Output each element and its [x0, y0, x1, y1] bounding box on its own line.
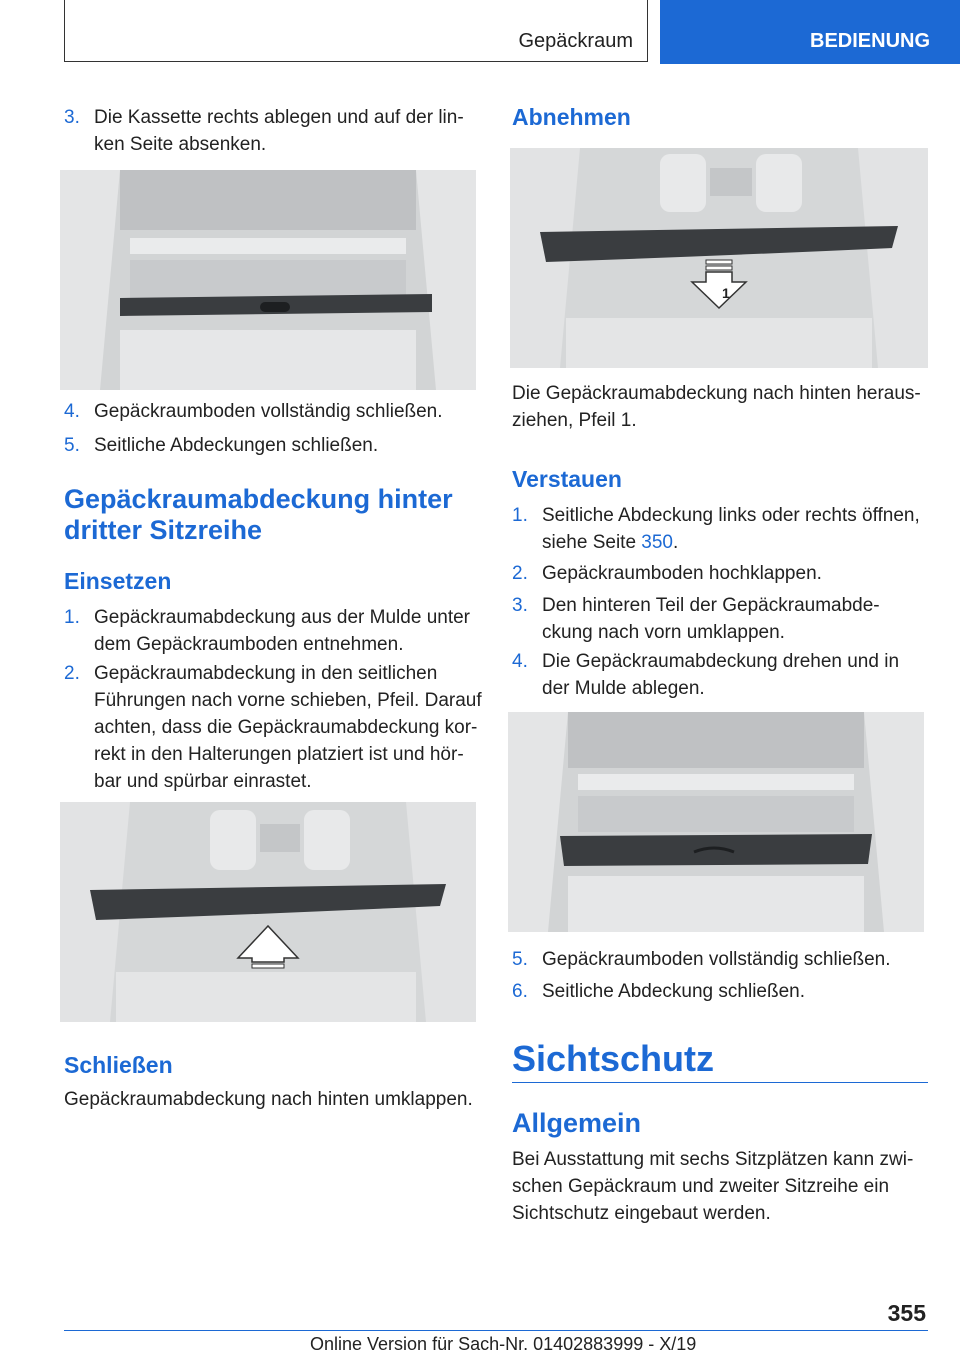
chapter-tab-label: BEDIENUNG — [810, 30, 931, 52]
step-text: Die Kassette rechts ablegen und auf der lin-ken Seite absenken. — [94, 107, 464, 155]
step-text — [512, 502, 930, 556]
step-number: 3. — [64, 107, 80, 128]
illustration-cover-remove — [510, 148, 928, 368]
step-number: 5. — [512, 949, 528, 970]
paragraph: Die Gepäckraumabdeckung nach hinten heraus-ziehen, Pfeil 1. — [512, 383, 921, 431]
subheading-allgemein: Allgemein — [512, 1108, 642, 1138]
header-section-box — [64, 0, 648, 62]
step-text: Die Gepäckraumabdeckung drehen und in der Mulde ablegen. — [542, 651, 900, 699]
paragraph: Gepäckraumabdeckung nach hinten umklappen. — [64, 1089, 473, 1110]
arrow-label: 1 — [722, 285, 730, 301]
step-text: Gepäckraumboden hochklappen. — [542, 563, 822, 584]
step-item — [512, 978, 930, 1005]
step-item — [512, 648, 930, 702]
step-number: 4. — [64, 401, 80, 422]
step-number: 4. — [512, 651, 528, 672]
step-text: Seitliche Abdeckung schließen. — [542, 981, 805, 1002]
illustration-cover-insert — [60, 802, 476, 1022]
section-heading-line: Gepäckraumabdeckung hinter — [64, 484, 453, 514]
chapter-heading-sichtschutz: Sichtschutz — [512, 1038, 715, 1079]
footer-rule — [64, 1330, 928, 1331]
footer-text: Online Version für Sach-Nr. 01402883999 - X/19 — [310, 1334, 697, 1354]
step-item — [512, 946, 930, 973]
section-heading — [64, 484, 478, 546]
step-number: 5. — [64, 435, 80, 456]
heading-rule — [512, 1082, 928, 1083]
paragraph: Bei Ausstattung mit sechs Sitzplätzen kann zwi-schen Gepäckraum und zweiter Sitzreihe ein Sichtschutz eingebaut werden. — [512, 1149, 914, 1224]
step-item — [64, 432, 478, 459]
step-text-end: . — [673, 532, 679, 553]
subheading-einsetzen: Einsetzen — [64, 568, 172, 594]
step-text: Seitliche Abdeckungen schließen. — [94, 435, 379, 456]
subheading-abnehmen: Abnehmen — [512, 104, 631, 130]
step-text: Gepäckraumabdeckung aus der Mulde unter dem Gepäckraumboden entnehmen. — [94, 607, 471, 655]
step-number: 1. — [64, 607, 80, 628]
step-text-main: Seitliche Abdeckung links oder rechts öffnen, siehe Seite — [542, 505, 920, 553]
step-item — [512, 560, 930, 587]
step-item — [512, 502, 930, 556]
step-item — [64, 604, 478, 658]
step-item — [64, 398, 478, 425]
page-number: 355 — [887, 1300, 926, 1326]
chapter-tab[interactable] — [660, 0, 960, 64]
step-item — [512, 592, 930, 646]
step-text: Gepäckraumabdeckung in den seitlichen Führungen nach vorne schieben, Pfeil. Darauf achten, dass die Gepäckraumabdeckung kor-rekt in den Halterungen platziert ist und hör-bar und spürbar einrastet. — [94, 663, 482, 792]
subheading-schliessen: Schließen — [64, 1052, 173, 1078]
illustration-cover-lowered — [60, 170, 476, 390]
section-heading-line: dritter Sitzreihe — [64, 515, 263, 545]
subheading-verstauen: Verstauen — [512, 466, 622, 492]
step-number: 1. — [512, 505, 528, 526]
step-number: 3. — [512, 595, 528, 616]
step-number: 6. — [512, 981, 528, 1002]
step-number: 2. — [512, 563, 528, 584]
step-number: 2. — [64, 663, 80, 684]
step-text: Gepäckraumboden vollständig schließen. — [94, 401, 443, 422]
step-item — [64, 104, 478, 158]
step-text: Den hinteren Teil der Gepäckraumabde-ckung nach vorn umklappen. — [542, 595, 880, 643]
illustration-cover-stowed — [508, 712, 924, 932]
step-item — [64, 660, 482, 795]
step-text: Gepäckraumboden vollständig schließen. — [542, 949, 891, 970]
page-link-350[interactable]: 350 — [641, 532, 673, 553]
section-title: Gepäckraum — [518, 30, 633, 52]
